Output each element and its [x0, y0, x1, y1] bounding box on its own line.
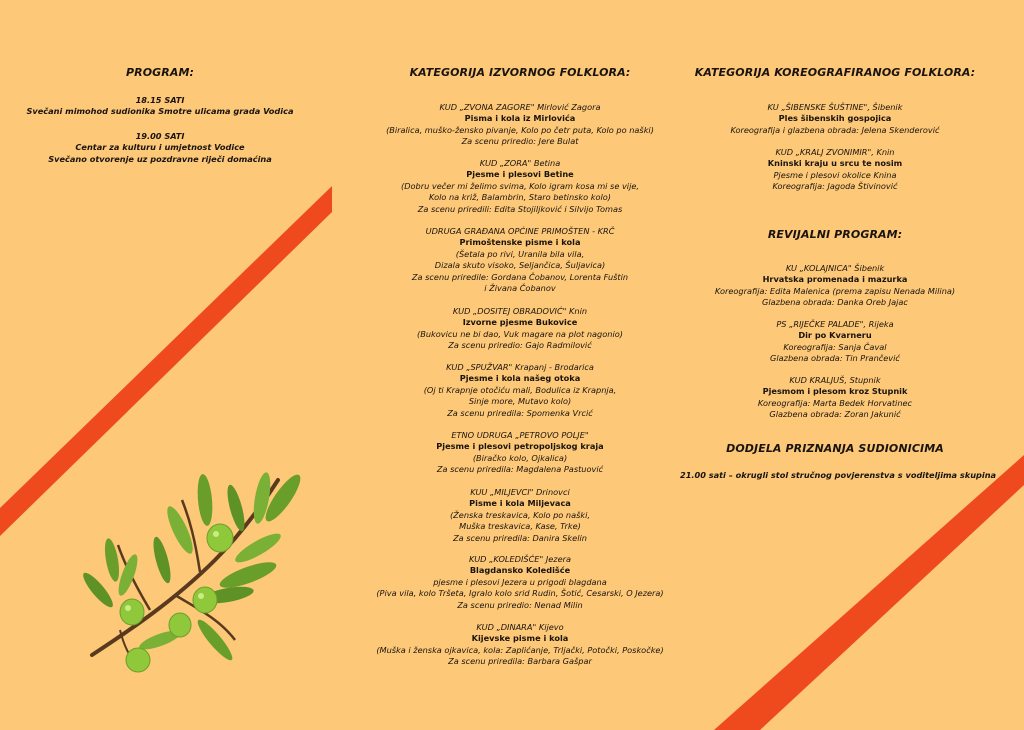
ensemble-block — [360, 487, 680, 544]
performance-detail: Sinje more, Mutavo kolo) — [468, 396, 572, 407]
ensemble-name: KUD KRALJUŠ, Stupnik — [789, 375, 881, 385]
performance-detail: Za scenu priredio: Nenad Milin — [457, 599, 583, 610]
performance-title: Kninski kraju u srcu te nosim — [767, 158, 903, 169]
program-line: Svečano otvorenje uz pozdravne riječi domaćina — [48, 153, 272, 164]
performance-title: Pisme i kola Miljevaca — [469, 498, 571, 509]
performance-detail: Koreografija: Edita Malenica (prema zapisu Nenada Milina) — [714, 285, 956, 296]
performance-detail: Pjesme i plesovi okolice Knina — [773, 169, 897, 180]
performance-detail: Koreografija: Jagoda Štivinović — [772, 181, 898, 192]
performance-detail: (Piva vila, kolo Tršeta, Igralo kolo srid Rudin, Šotić, Cesarski, O Jezera) — [376, 588, 664, 599]
program-line: Svečani mimohod sudionika Smotre ulicama grada Vodica — [26, 106, 294, 117]
performance-title: Pjesme i plesovi Betine — [466, 169, 574, 180]
performance-title: Izvorne pjesme Bukovice — [462, 317, 578, 328]
ensemble-block — [680, 263, 990, 309]
ensemble-block — [360, 430, 680, 476]
ensemble-name: KUU „MILJEVCI" Drinovci — [470, 487, 570, 497]
performance-detail: Koreografija i glazbena obrada: Jelena Skenderović — [730, 124, 940, 135]
ensemble-name: KUD „KRALJ ZVONIMIR", Knin — [775, 147, 895, 157]
performance-detail: Za scenu priredili: Edita Stojiljković i Silvijo Tomas — [417, 203, 623, 214]
ensemble-name: UDRUGA GRAĐANA OPĆINE PRIMOŠTEN - KRČ — [425, 226, 615, 236]
ensemble-name: KU „KOLAJNICA" Šibenik — [785, 263, 885, 273]
program-item-1 — [10, 95, 310, 118]
performance-detail: (Oj ti Krapnje otočiću mali, Bodulica iz Krapnja, — [423, 384, 617, 395]
performance-detail: Za scenu priredila: Danira Skelin — [453, 532, 587, 543]
dodjela-text — [680, 470, 997, 481]
performance-title: Pisma i kola iz Mirlovića — [464, 113, 576, 124]
program-line: Centar za kulturu i umjetnost Vodice — [75, 142, 245, 153]
ensemble-block — [360, 306, 680, 352]
performance-detail: pjesme i plesovi Jezera u prigodi blagdana — [433, 576, 607, 587]
performance-detail: Glazbena obrada: Zoran Jakunić — [769, 409, 901, 420]
performance-detail: Za scenu priredila: Spomenka Vrcić — [447, 407, 593, 418]
izvorni-heading: KATEGORIJA IZVORNOG FOLKLORA: — [409, 66, 631, 79]
performance-title: Blagdansko Koledišće — [469, 565, 571, 576]
performance-title: Dir po Kvarneru — [798, 330, 872, 341]
ensemble-block — [680, 147, 990, 193]
ensemble-name: KUD „SPUŽVAR" Krapanj - Brodarica — [446, 362, 594, 372]
performance-title: Kijevske pisme i kola — [471, 633, 569, 644]
ensemble-block — [360, 102, 680, 148]
program-heading: PROGRAM: — [125, 66, 195, 79]
performance-title: Pjesme i kola našeg otoka — [459, 373, 581, 384]
performance-detail: (Dobru večer mi želimo svima, Kolo igram kosa mi se vije, — [401, 180, 639, 191]
olive-branch-illustration — [79, 470, 305, 672]
performance-detail: (Šetala po rivi, Uranila bila vila, — [455, 248, 585, 259]
ensemble-name: KUD „DINARA" Kijevo — [476, 622, 564, 632]
performance-detail: (Biralica, muško-žensko pivanje, Kolo po četr puta, Kolo po naški) — [386, 124, 654, 135]
performance-detail: (Biračko kolo, Ojkalica) — [472, 452, 568, 463]
ensemble-block — [360, 554, 680, 611]
ensemble-name: KUD „KOLEDIŠĆE" Jezera — [468, 554, 572, 564]
revijalni-heading: REVIJALNI PROGRAM: — [767, 228, 903, 241]
performance-detail: Za scenu priredila: Magdalena Pastuović — [436, 464, 604, 475]
performance-detail: Koreografija: Marta Bedek Horvatinec — [757, 397, 913, 408]
performance-detail: Dizala skuto visoko, Seljančica, Šuljavica) — [434, 260, 606, 271]
performance-detail: (Muška i ženska ojkavica, kola: Zaplićanje, Trljački, Potočki, Poskočke) — [376, 644, 664, 655]
performance-detail: Muška treskavica, Kase, Trke) — [459, 521, 581, 532]
performance-detail: Za scenu priredila: Barbara Gašpar — [448, 656, 592, 667]
ensemble-block — [680, 375, 990, 421]
performance-detail: Za scenu priredio: Gajo Radmilović — [448, 340, 592, 351]
ensemble-block — [360, 622, 680, 668]
performance-detail: (Ženska treskavica, Kolo po naški, — [449, 509, 590, 520]
program-time: 19.00 SATI — [135, 131, 185, 141]
left-ribbon — [0, 186, 332, 536]
performance-detail: Koreografija: Sanja Čaval — [783, 341, 887, 352]
ensemble-block — [360, 226, 680, 294]
ensemble-name: KUD „ZORA" Betina — [479, 158, 561, 168]
performance-detail: Glazbena obrada: Tin Prančević — [770, 353, 900, 364]
ensemble-name: ETNO UDRUGA „PETROVO POLJE" — [451, 430, 589, 440]
ensemble-name: KU „ŠIBENSKE ŠUŠTINE", Šibenik — [767, 102, 903, 112]
ensemble-block — [360, 158, 680, 215]
performance-title: Primoštenske pisme i kola — [459, 237, 581, 248]
ensemble-block — [360, 362, 680, 419]
performance-title: Hrvatska promenada i mazurka — [762, 274, 908, 285]
ensemble-name: PS „RIJEČKE PALADE", Rijeka — [776, 319, 894, 329]
performance-detail: i Živana Čobanov — [484, 283, 556, 294]
performance-title: Pjesmom i plesom kroz Stupnik — [762, 386, 908, 397]
performance-detail: Za scenu priredio: Jere Bulat — [461, 136, 579, 147]
performance-detail: Glazbena obrada: Danka Oreb Jajac — [762, 297, 908, 308]
dodjela-heading: DODJELA PRIZNANJA SUDIONICIMA — [726, 442, 944, 455]
performance-title: Pjesme i plesovi petropoljskog kraja — [436, 441, 604, 452]
dodjela-line: 21.00 sati – okrugli stol stručnog povjerenstva s voditeljima skupina — [680, 470, 997, 480]
ensemble-name: KUD „DOSITEJ OBRADOVIĆ" Knin — [452, 306, 588, 316]
program-item-2 — [10, 131, 310, 165]
ensemble-name: KUD „ZVONA ZAGORE" Mirlović Zagora — [439, 102, 601, 112]
koreografirani-heading: KATEGORIJA KOREOGRAFIRANOG FOLKLORA: — [694, 66, 976, 79]
performance-title: Ples šibenskih gospojica — [778, 113, 892, 124]
ensemble-block — [680, 319, 990, 365]
program-time: 18.15 SATI — [135, 95, 185, 105]
performance-detail: (Bukovicu ne bi dao, Vuk magare na plot nagonio) — [417, 328, 623, 339]
performance-detail: Za scenu priredile: Gordana Čobanov, Lorenta Fuštin — [411, 271, 629, 282]
ensemble-block — [680, 102, 990, 136]
performance-detail: Kolo na križ, Balambrin, Staro betinsko kolo) — [429, 192, 611, 203]
right-ribbon — [714, 455, 1024, 730]
